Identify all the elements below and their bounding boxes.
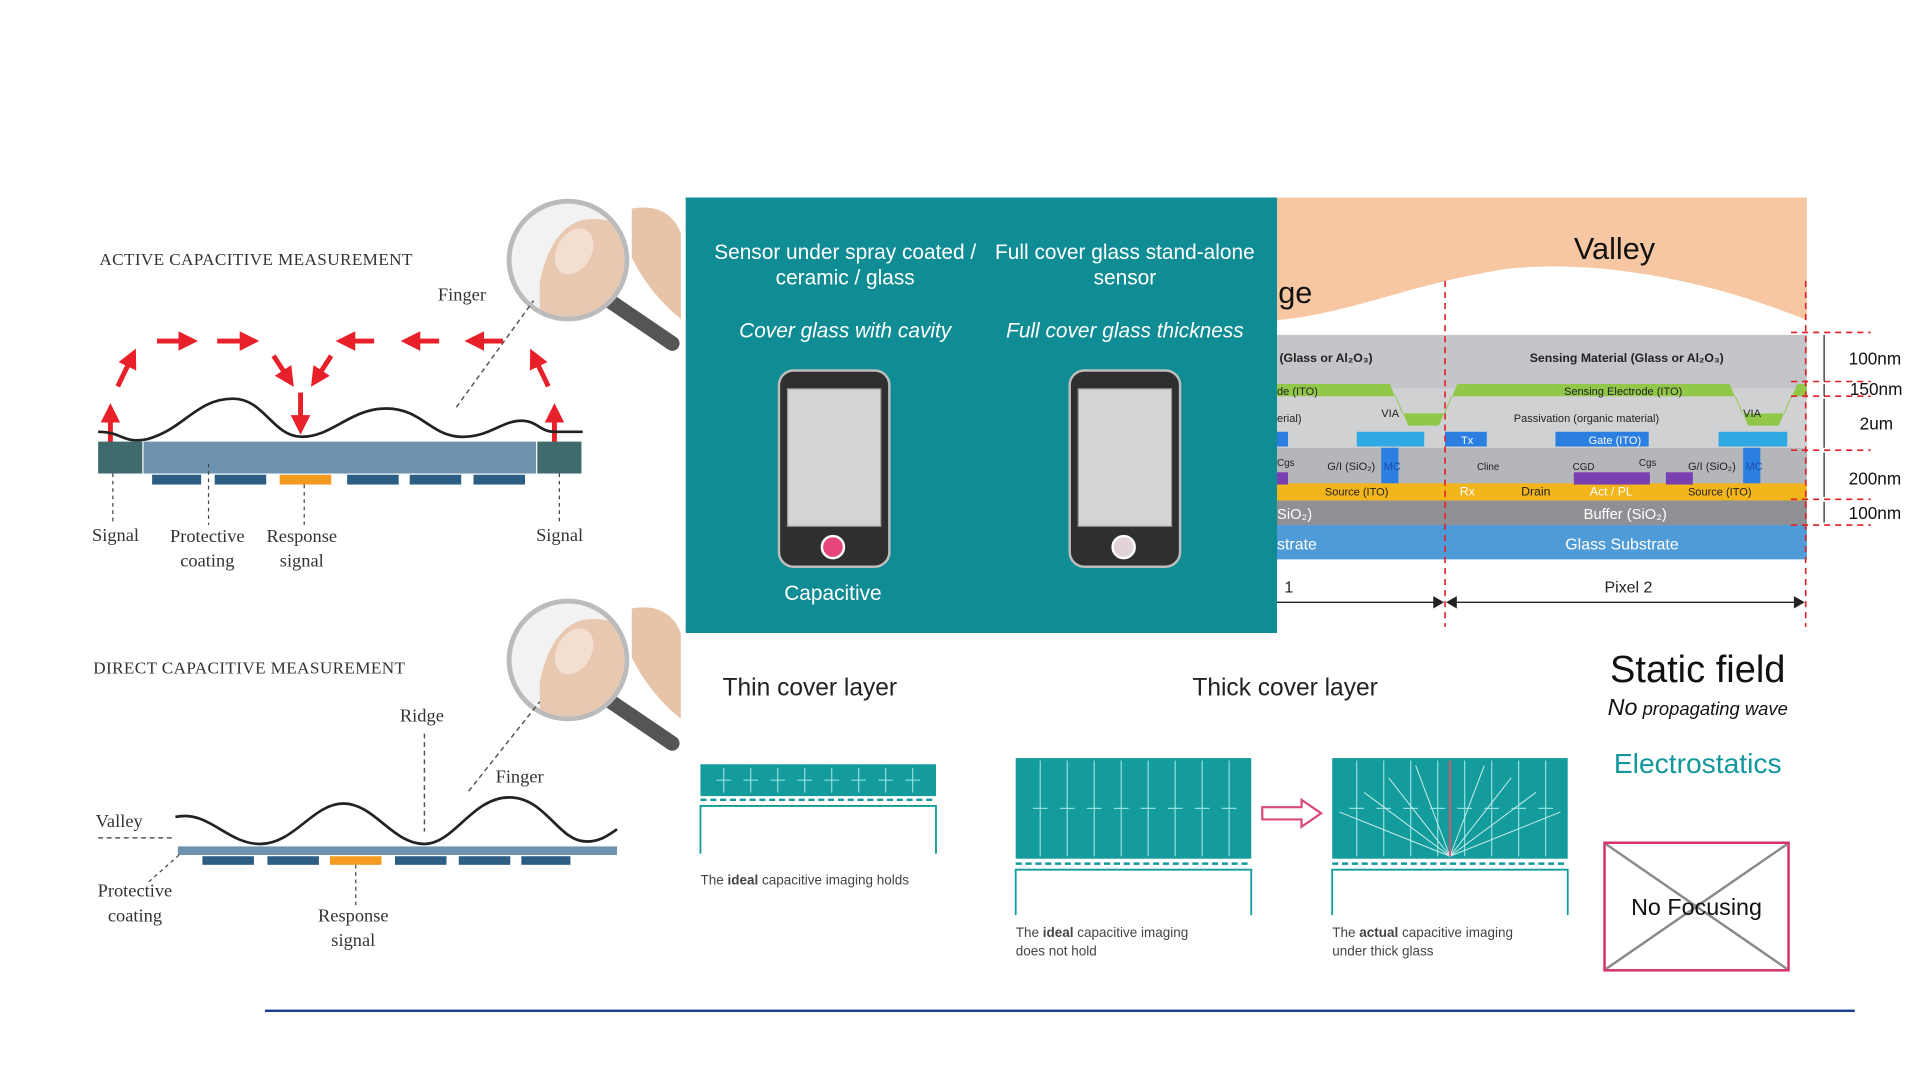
thin-cover-label: Thin cover layer	[722, 674, 898, 702]
cgs-left-label: Cgs	[1276, 457, 1295, 469]
electrode-right: Sensing Electrode (ITO)	[1564, 385, 1683, 398]
gi-right: G/I (SiO₂)	[1687, 460, 1736, 473]
sensor-options-panel	[686, 197, 1277, 632]
buffer-left: SiO₂)	[1276, 505, 1313, 523]
thick-ideal-caption: The ideal capacitive imaging does not hold	[1015, 926, 1189, 960]
bottom-divider	[265, 1010, 1855, 1012]
sensing-material-left: (Glass or Al₂O₃)	[1279, 352, 1373, 366]
direct-coating-label: Protective coating	[97, 881, 173, 927]
substrate-right: Glass Substrate	[1565, 534, 1679, 554]
magnifier-icon	[509, 601, 681, 743]
dim-200nm: 200nm	[1848, 468, 1902, 489]
no-focusing-box	[1603, 842, 1789, 972]
col1-title: Sensor under spray coated / ceramic / glass	[714, 240, 977, 290]
electrostatics-label: Electrostatics	[1613, 747, 1782, 779]
drain-label: Drain	[1521, 485, 1551, 500]
rx-label: Rx	[1459, 485, 1475, 500]
active-title: ACTIVE CAPACITIVE MEASUREMENT	[99, 251, 413, 270]
static-field-heading: Static field	[1610, 647, 1786, 691]
substrate-left: strate	[1276, 534, 1317, 554]
cgd-label: CGD	[1572, 461, 1595, 473]
thick-cover-actual-diagram	[1330, 756, 1575, 918]
act-label: Act / PL	[1589, 485, 1633, 500]
direct-response-label: Response signal	[318, 906, 389, 951]
dim-2um: 2um	[1859, 413, 1894, 434]
passivation-right: Passivation (organic material)	[1513, 412, 1660, 425]
active-response-label: Response signal	[266, 527, 338, 572]
magnifier-icon	[509, 201, 681, 343]
cgs-right-label: Cgs	[1638, 457, 1657, 469]
active-signal-left-label: Signal	[92, 526, 140, 546]
col1-subtitle: Cover glass with cavity	[739, 318, 952, 343]
source-left: Source (ITO)	[1324, 485, 1389, 499]
ridge-partial-label: ge	[1278, 276, 1313, 311]
active-finger-label: Finger	[437, 285, 486, 306]
col2-subtitle: Full cover glass thickness	[1006, 318, 1244, 343]
source-right: Source (ITO)	[1687, 485, 1752, 499]
via-label-2: VIA	[1743, 407, 1761, 420]
mc-label-1: MC	[1383, 460, 1401, 473]
no-propagating-wave: No propagating wave	[1607, 695, 1788, 722]
pixel-2-label: Pixel 2	[1604, 577, 1653, 597]
dim-150nm: 150nm	[1849, 379, 1903, 399]
via-label-1: VIA	[1381, 407, 1400, 420]
gi-left: G/I (SiO₂)	[1327, 460, 1376, 473]
phone-full-glass-icon	[1065, 367, 1188, 573]
active-signal-right-label: Signal	[536, 526, 584, 546]
direct-ridge-label: Ridge	[399, 706, 444, 727]
electrode-left: de (ITO)	[1276, 385, 1318, 398]
thick-cover-ideal-diagram	[1013, 756, 1258, 918]
sensing-material-right: Sensing Material (Glass or Al₂O₃)	[1529, 352, 1724, 366]
col1-caption: Capacitive	[784, 581, 882, 605]
col2-title: Full cover glass stand-alone sensor	[995, 240, 1255, 290]
thick-cover-label: Thick cover layer	[1192, 674, 1378, 702]
direct-finger-label: Finger	[495, 767, 544, 788]
buffer-right: Buffer (SiO₂)	[1583, 505, 1667, 523]
no-focusing-label: No Focusing	[1631, 895, 1762, 922]
thick-actual-caption: The actual capacitive imaging under thick glass	[1332, 926, 1513, 960]
phone-capacitive-icon	[774, 367, 897, 573]
active-coating-label: Protective coating	[169, 527, 245, 572]
tx-label: Tx	[1460, 434, 1474, 447]
thin-caption: The ideal capacitive imaging holds	[700, 873, 909, 889]
pixel-1-label: 1	[1284, 577, 1294, 597]
valley-label: Valley	[1573, 231, 1656, 267]
thin-cover-diagram	[697, 761, 942, 859]
direct-title: DIRECT CAPACITIVE MEASUREMENT	[93, 659, 406, 679]
passivation-left: erial)	[1276, 412, 1302, 425]
dim-100nm-top: 100nm	[1848, 348, 1902, 369]
dim-100nm-bottom: 100nm	[1848, 502, 1902, 523]
direct-valley-label: Valley	[95, 812, 143, 832]
mc-label-2: MC	[1745, 460, 1763, 473]
cline-label: Cline	[1476, 461, 1500, 473]
transition-arrow-icon	[1260, 797, 1326, 829]
gate-label: Gate (ITO)	[1588, 434, 1642, 447]
